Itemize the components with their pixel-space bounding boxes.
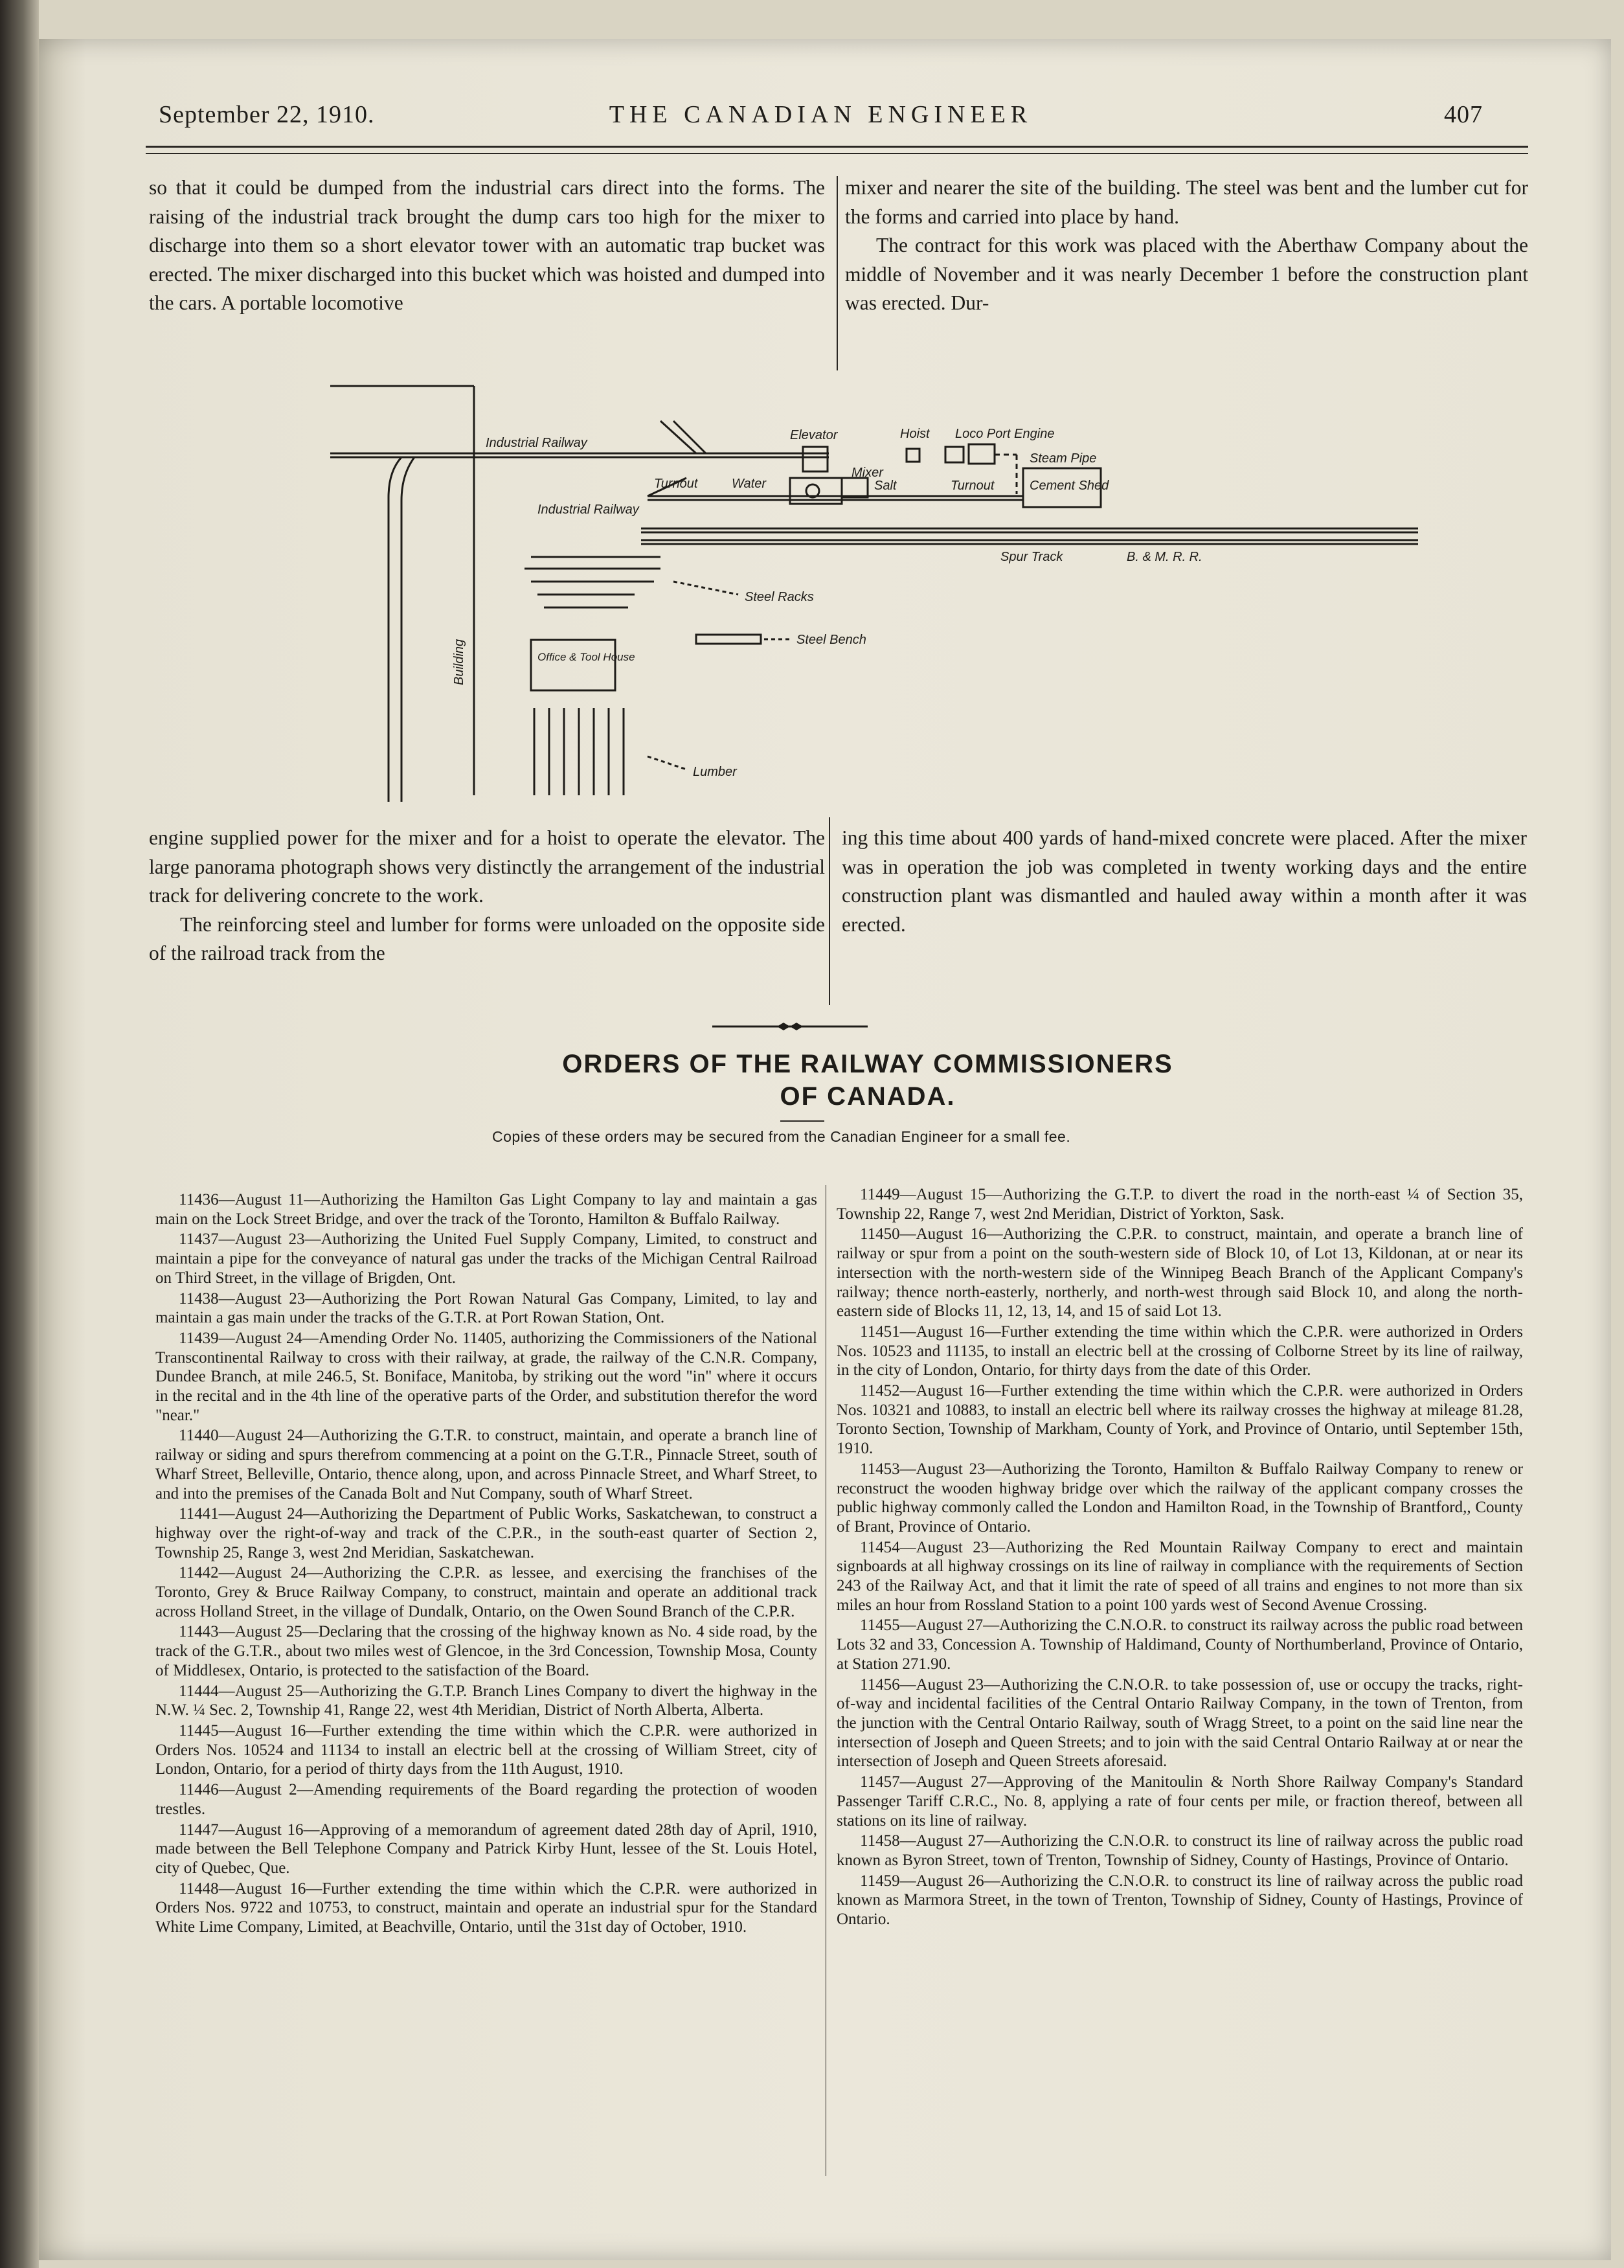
order-item: 11437—August 23—Authorizing the United Fuel Supply Company, Limited, to construct and maintain a pipe for the conveyance of natural gas under the tracks of the Michigan Central Railroad on Third Street, in the village of Brigden, Ont. [155,1230,817,1287]
order-item: 11454—August 23—Authorizing the Red Mountain Railway Company to erect and maintain signboards at all highway crossings on its line of railway in compliance with the requirements of Section 243 of the Railway Act, and that it limit the rate of speed of all trains and engines to not more than six miles an hour from Rossland Station to a point 100 yards west of Second Avenue Crossing. [837,1538,1523,1614]
order-item: 11457—August 27—Approving of the Manitoulin & North Shore Railway Company's Standard Passenger Tariff C.R.C., No. 8, applying a rate of four cents per mile, or fraction thereof, between all stations on its line of railway. [837,1773,1523,1830]
label-salt: Salt [874,479,897,493]
label-cement-shed: Cement Shed [1030,479,1109,493]
order-item: 11443—August 25—Declaring that the crossing of the highway known as No. 4 side road, by the track of the G.T.R., about two miles west of Glencoe, in the 3rd Concession, Township Mosa, County of Middlesex, Ontario, is protected to the satisfaction of the Board. [155,1623,817,1679]
label-industrial-railway-top: Industrial Railway [486,436,587,450]
book-spine [0,0,39,2268]
paragraph: The contract for this work was placed with the Aberthaw Company about the middle of November and it was nearly December 1 before the construction plant was erected. Dur- [845,234,1528,314]
label-turnout-left: Turnout [654,477,698,491]
issue-date: September 22, 1910. [159,101,375,128]
label-steam-pipe: Steam Pipe [1030,451,1097,466]
paragraph: so that it could be dumped from the industrial cars direct into the forms. The raising of the industrial track brought the dump cars too high for the mixer to discharge into them so a short elevator tower with an automatic trap bucket was erected. The mixer discharged into this bucket which was hoisted and dumped into the cars. A portable locomotive [149,176,825,314]
order-item: 11448—August 16—Further extending the time within which the C.P.R. were authorized in Orders Nos. 9722 and 10753, to construct, maintain and operate an industrial spur for the Standard White Lime Company, Limited, at Beachville, Ontario, until the 31st day of October, 1910. [155,1879,817,1936]
order-item: 11440—August 24—Authorizing the G.T.R. to construct, maintain, and operate a branch line of railway or siding and spurs therefrom commencing at a point on the G.T.R., Pinnacle Street, south of Wharf Street, Belleville, Ontario, thence along, upon, and across Pinnacle Street, and Wharf Street, to and into the premises of the Canada Bolt and Nut Company, south of Wharf Street. [155,1427,817,1503]
label-building: Building [452,639,466,685]
order-item: 11436—August 11—Authorizing the Hamilton Gas Light Company to lay and maintain a gas main on the Lock Street Bridge, and over the track of the Toronto, Hamilton & Buffalo Railway. [155,1191,817,1228]
paragraph: mixer and nearer the site of the building. The steel was bent and the lumber cut for the forms and carried into place by hand. [845,176,1528,228]
orders-note: Copies of these orders may be secured from the Canadian Engineer for a small fee. [492,1128,1071,1145]
label-turnout-right: Turnout [951,479,995,493]
article-top-left [149,174,825,318]
ornament-divider [712,1022,868,1031]
order-item: 11444—August 25—Authorizing the G.T.P. Branch Lines Company to divert the highway in the N.W. ¼ Sec. 2, Township 41, Range 22, west 4th Meridian, District of North Alberta, Alberta. [155,1682,817,1719]
order-item: 11447—August 16—Approving of a memorandum of agreement dated 28th day of April, 1910, made between the Bell Telephone Company and Patrick Kirby Hunt, lessee of the St. Louis Hotel, city of Quebec, Que. [155,1820,817,1877]
order-item: 11453—August 23—Authorizing the Toronto, Hamilton & Buffalo Railway Company to renew or reconstruct the wooden highway bridge over which the railway of the applicant company crosses the public highway commonly called the London and Hamilton Road, in the Township of Brantford,, County of Brant, Province of Ontario. [837,1460,1523,1536]
paragraph: ing this time about 400 yards of hand-mixed concrete were placed. After the mixer was in operation the job was completed in twenty working days and the entire construction plant was dismantled and hauled away within a month after it was erected. [842,826,1527,936]
order-item: 11452—August 16—Further extending the time within which the C.P.R. were authorized in Orders Nos. 10321 and 10883, to install an electric bell where its railway crosses the highway at mileage 81.28, Toronto Section, Township of Markham, County of York, and Province of Ontario, until September 15th, 1910. [837,1382,1523,1458]
label-steel-racks: Steel Racks [745,590,814,604]
label-mixer: Mixer [851,466,883,480]
article-bottom-right [842,824,1527,939]
label-hoist: Hoist [900,427,930,441]
label-spur-track: Spur Track [1000,550,1063,564]
order-item: 11459—August 26—Authorizing the C.N.O.R. to construct its line of railway across the public road known as Marmora Street, in the town of Trenton, Township of Sidney, County of Hastings, Province of Ontario. [837,1872,1523,1929]
order-item: 11445—August 16—Further extending the time within which the C.P.R. were authorized in Orders Nos. 10524 and 11134 to install an electric bell at the crossing of William Street, city of London, Ontario, for a period of thirty days from the 11th August, 1910. [155,1721,817,1778]
column-divider [837,176,838,370]
journal-title: THE CANADIAN ENGINEER [609,101,1033,128]
order-item: 11456—August 23—Authorizing the C.N.O.R. to take possession of, use or occupy the tracks, right-of-way and incidental facilities of the Central Ontario Railway Company, in the town of Trenton, from the junction with the Central Ontario Railway, south of Wragg Street, to a point on the said line near the intersection of Joseph and Queen Streets; and to join with the said Central Ontario Railway at or near the intersection of Joseph and Queen Streets aforesaid. [837,1675,1523,1771]
paragraph: The reinforcing steel and lumber for forms were unloaded on the opposite side of the railroad track from the [149,913,825,964]
order-item: 11450—August 16—Authorizing the C.P.R. to construct, maintain, and operate a branch line of railway or spur from a point on the south-western side of Block 10, of Lot 13, Kildonan, at or near its intersection with the north-western side of the Winnipeg Beach Branch of the Applicant Company's railway; thence north-easterly, northerly, and north-west through said Block 10, and along the north-eastern side of Blocks 11, 12, 13, 14, and 15 of said Lot 13. [837,1225,1523,1321]
label-steel-bench: Steel Bench [796,633,866,647]
orders-left-column [155,1190,817,1938]
orders-right-column [837,1185,1523,1931]
label-water: Water [732,477,766,491]
label-industrial-railway-low: Industrial Railway [537,503,639,517]
section-title [401,1048,1334,1113]
order-item: 11441—August 24—Authorizing the Department of Public Works, Saskatchewan, to construct a highway over the right-of-way and track of the C.P.R., in the south-east quarter of Section 2, Township 25, Range 3, west 2nd Meridian, Saskatchewan. [155,1505,817,1561]
label-lumber: Lumber [693,765,737,779]
label-office-tool-house: Office & Tool House [537,651,635,663]
header-rule-top [146,146,1528,148]
article-bottom-left [149,824,825,968]
site-plan-diagram [324,381,1463,802]
order-item: 11438—August 23—Authorizing the Port Rowan Natural Gas Company, Limited, to lay and maintain a gas main under the tracks of the G.T.R. at Port Rowan Station, Ont. [155,1289,817,1327]
column-divider [829,817,830,1005]
order-item: 11458—August 27—Authorizing the C.N.O.R. to construct its line of railway across the public road known as Byron Street, town of Trenton, Township of Sidney, County of Hastings, Province of Ontario. [837,1832,1523,1869]
title-underline [780,1120,824,1122]
order-item: 11442—August 24—Authorizing the C.P.R. as lessee, and exercising the franchises of the Toronto, Grey & Bruce Railway Company, to construct, maintain and operate an additional track across Holland Street, in the village of Dundalk, Ontario, on the Owen Sound Branch of the C.P.R. [155,1564,817,1620]
header-rule-bottom [146,153,1528,154]
label-loco-port-engine: Loco Port Engine [955,427,1055,441]
article-top-right [845,174,1528,318]
order-item: 11455—August 27—Authorizing the C.N.O.R. to construct its railway across the public road between Lots 32 and 33, Concession A. Township of Haldimand, County of Northumberland, Province of Ontario, at Station 271.90. [837,1616,1523,1673]
section-title-line2: OF CANADA. [780,1082,956,1111]
label-bmrr: B. & M. R. R. [1127,550,1202,564]
section-title-line1: ORDERS OF THE RAILWAY COMMISSIONERS [562,1050,1173,1078]
order-item: 11446—August 2—Amending requirements of the Board regarding the protection of wooden trestles. [155,1781,817,1818]
page-number: 407 [1444,101,1483,128]
running-header [159,97,1483,136]
paragraph: engine supplied power for the mixer and for a hoist to operate the elevator. The large panorama photograph shows very distinctly the arrangement of the industrial track for delivering concrete to the work. [149,826,825,907]
order-item: 11439—August 24—Amending Order No. 11405, authorizing the Commissioners of the National Transcontinental Railway to cross with their railway, at grade, the railway of the C.N.R. Company, Dundee Branch, at mile 246.5, St. Boniface, Manitoba, by striking out the word "in" where it occurs in the recital and in the 4th line of the operative parts of the Order, and substitution therefor the word "near." [155,1329,817,1424]
order-item: 11451—August 16—Further extending the time within which the C.P.R. were authorized in Orders Nos. 10523 and 11135, to install an electric bell at the crossing of Colborne Street by its line of railway, in the city of London, Ontario, for thirty days from the date of this Order. [837,1322,1523,1379]
label-elevator: Elevator [790,428,838,442]
order-item: 11449—August 15—Authorizing the G.T.P. to divert the road in the north-east ¼ of Section 35, Township 22, Range 7, west 2nd Meridian, District of Yorkton, Sask. [837,1186,1523,1223]
